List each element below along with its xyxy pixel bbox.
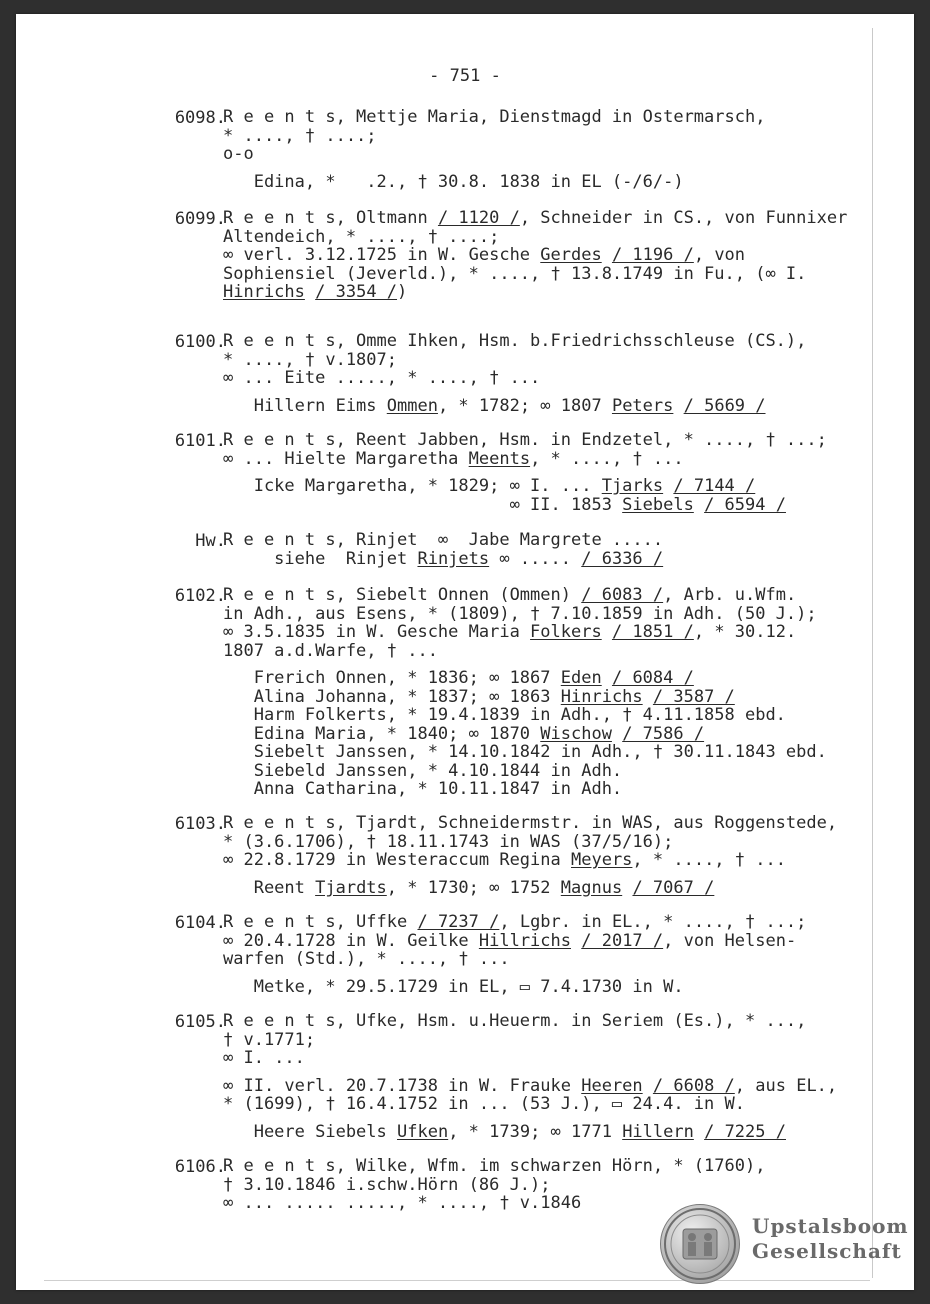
text-segment: Sophiensiel (Jeverld.), * ...., † 13.8.1749 in Fu., (∞ I. (223, 263, 807, 284)
society-name (752, 1214, 909, 1264)
text-segment: , Schneider in CS., von Funnixer (519, 208, 848, 228)
text-segment: , * 1730; ∞ 1752 (386, 877, 561, 898)
entry-line (223, 780, 827, 799)
entry-text (223, 209, 847, 302)
entry-line (223, 127, 765, 146)
text-segment: Harm Folkerts, * 19.4.1839 in Adh., † 4.11.1858 ebd. (223, 705, 786, 725)
text-segment: Heere Siebels (223, 1121, 397, 1142)
underlined-reference: / 5669 / (683, 395, 766, 416)
underlined-reference: Meents (468, 448, 531, 469)
text-segment: R e e n t s, Wilke, Wfm. im schwarzen Hörn, * (1760), (223, 1156, 766, 1176)
entry-line (223, 1123, 837, 1142)
entry-line (223, 531, 663, 550)
underlined-reference: / 7144 / (673, 476, 756, 496)
text-segment (602, 245, 612, 265)
page-bottom-rule (44, 1280, 870, 1281)
text-segment (643, 1076, 653, 1096)
text-segment (622, 878, 632, 898)
entry-line (223, 431, 827, 450)
underlined-reference: Hillern (622, 1121, 694, 1142)
underlined-reference: Heeren (581, 1075, 643, 1096)
entry-line (223, 932, 806, 951)
underlined-reference: / 2017 / (581, 930, 664, 951)
underlined-reference: Peters (611, 395, 674, 416)
text-segment (673, 396, 683, 416)
entry-line (223, 879, 837, 898)
entry-line (223, 1157, 765, 1176)
entry-number: 6098. (174, 108, 226, 128)
text-segment: Icke Margaretha, * 1829; ∞ I. ... (223, 476, 602, 496)
text-segment (571, 931, 581, 951)
entry-number: 6101. (174, 431, 226, 451)
entry-line (223, 814, 837, 833)
text-segment: , aus EL., (734, 1075, 838, 1096)
entry-text (223, 586, 827, 799)
entry-number: Hw. (195, 531, 226, 551)
underlined-reference: Gerdes (540, 245, 602, 265)
underlined-reference: Eden (560, 668, 602, 688)
entry-text (223, 1012, 837, 1141)
text-segment: ∞ II. 1853 (223, 494, 623, 515)
text-segment: * ...., † v.1807; (223, 349, 397, 370)
entry-line (223, 550, 663, 569)
society-name-line2: Gesellschaft (752, 1239, 902, 1263)
text-segment: ) (397, 282, 408, 302)
underlined-reference: Hillrichs (478, 930, 571, 951)
entry-line (223, 1077, 837, 1096)
text-segment: Anna Catharina, * 10.11.1847 in Adh. (223, 779, 623, 799)
text-segment (612, 724, 622, 744)
entry-line (223, 246, 847, 265)
text-segment (694, 1122, 704, 1142)
document-page (16, 14, 914, 1290)
text-segment: Metke, * 29.5.1729 in EL, ▭ 7.4.1730 in W. (223, 976, 684, 997)
text-segment: * (3.6.1706), † 18.11.1743 in WAS (37/5/16); (223, 831, 674, 852)
entry-number: 6102. (174, 586, 226, 606)
entry-number: 6106. (174, 1157, 226, 1177)
entry-line (223, 1031, 837, 1050)
underlined-reference: / 1120 / (437, 208, 520, 228)
entry-line (223, 332, 806, 351)
underlined-reference: Hinrichs (223, 282, 305, 302)
text-segment: Reent (223, 877, 316, 898)
entry-line (223, 496, 827, 515)
entry-line (223, 851, 837, 870)
underlined-reference: / 7225 / (704, 1121, 786, 1142)
text-segment (694, 495, 704, 515)
entry-line (223, 833, 837, 852)
text-segment (663, 476, 673, 496)
text-segment (305, 282, 315, 302)
entry-number: 6100. (174, 332, 226, 352)
entry-line (223, 1095, 837, 1114)
underlined-reference: Rinjets (417, 548, 490, 569)
text-segment: , * ...., † ... (530, 448, 684, 469)
entry-line (223, 145, 765, 164)
underlined-reference: / 7237 / (417, 912, 500, 932)
page-edge-rule (872, 28, 873, 1278)
entry-line (223, 108, 765, 127)
text-segment: R e e n t s, Ufke, Hsm. u.Heuerm. in Seriem (Es.), * ..., (223, 1011, 807, 1031)
text-segment (643, 687, 653, 707)
underlined-reference: / 6594 / (704, 494, 786, 515)
entry-text (223, 108, 765, 191)
text-segment: o-o (223, 144, 254, 164)
entry-line (223, 688, 827, 707)
entry-line (223, 605, 827, 624)
entry-line (223, 209, 847, 228)
text-segment: † v.1771; (223, 1029, 316, 1050)
underlined-reference: Tjardts (315, 877, 387, 898)
text-segment: R e e n t s, Tjardt, Schneidermstr. in WAS, aus Roggenstede, (223, 813, 838, 833)
text-segment: ∞ ... Hielte Margaretha (223, 448, 469, 469)
text-segment: ∞ I. ... (223, 1048, 305, 1068)
text-segment: warfen (Std.), * ...., † ... (223, 949, 510, 969)
text-segment: , Lgbr. in EL., * ...., † ...; (499, 912, 807, 932)
entry-line (223, 397, 806, 416)
text-segment: 1807 a.d.Warfe, † ... (223, 640, 438, 661)
entry-number: 6103. (174, 814, 226, 834)
underlined-reference: / 7067 / (632, 877, 715, 898)
text-segment: ∞ 22.8.1729 in Westeraccum Regina (223, 850, 571, 870)
text-segment: R e e n t s, Reent Jabben, Hsm. in Endzetel, * ...., † ...; (223, 430, 827, 450)
entry-line (223, 265, 847, 284)
text-segment: R e e n t s, Siebelt Onnen (Ommen) (223, 585, 582, 605)
underlined-reference: / 1196 / (611, 245, 694, 265)
seal-icon (660, 1204, 740, 1284)
text-segment: ∞ ..... (489, 548, 582, 569)
text-segment: R e e n t s, Omme Ihken, Hsm. b.Friedrichsschleuse (CS.), (223, 331, 807, 351)
entry-line (223, 283, 847, 302)
text-segment: siehe Rinjet (223, 548, 418, 569)
underlined-reference: / 1851 / (611, 622, 694, 642)
entry-line (223, 669, 827, 688)
underlined-reference: / 3354 / (315, 282, 398, 302)
underlined-reference: Ufken (397, 1121, 449, 1142)
text-segment: Edina, * .2., † 30.8. 1838 in EL (-/6/-) (223, 171, 684, 192)
entry-number: 6105. (174, 1012, 226, 1032)
entry-line (223, 351, 806, 370)
text-segment: Frerich Onnen, * 1836; ∞ 1867 (223, 668, 561, 688)
text-segment: ∞ ... ..... ....., * ...., † v.1846 (223, 1193, 582, 1213)
entry-line (223, 586, 827, 605)
text-segment: ∞ 20.4.1728 in W. Geilke (223, 930, 479, 951)
text-segment: , * 1739; ∞ 1771 (448, 1121, 623, 1142)
entry-line (223, 173, 765, 192)
underlined-reference: / 3587 / (652, 686, 735, 707)
entry-line (223, 1176, 765, 1195)
text-segment: R e e n t s, Oltmann (223, 208, 438, 228)
entry-text (223, 531, 663, 568)
entry-number: 6104. (174, 913, 226, 933)
text-segment: , von Helsen- (663, 930, 797, 951)
underlined-reference: Folkers (530, 622, 602, 642)
underlined-reference: / 6608 / (652, 1075, 735, 1096)
text-segment: ∞ II. verl. 20.7.1738 in W. Frauke (223, 1075, 582, 1096)
text-segment (602, 622, 612, 642)
text-segment: , von (693, 245, 746, 265)
entry-line (223, 743, 827, 762)
text-segment: Siebelt Janssen, * 14.10.1842 in Adh., † 30.11.1843 ebd. (223, 742, 827, 762)
text-segment: * ...., † ....; (223, 125, 377, 146)
entry-line (223, 950, 806, 969)
underlined-reference: Hinrichs (560, 686, 643, 707)
underlined-reference: Siebels (622, 494, 694, 515)
text-segment: ∞ verl. 3.12.1725 in W. Gesche (223, 245, 541, 265)
entry-line (223, 477, 827, 496)
entry-line (223, 725, 827, 744)
entry-number: 6099. (174, 209, 226, 229)
entry-text (223, 332, 806, 415)
entry-line (223, 228, 847, 247)
entry-line (223, 913, 806, 932)
underlined-reference: Meyers (571, 850, 633, 870)
text-segment: * (1699), † 16.4.1752 in ... (53 J.), ▭ 24.4. in W. (223, 1094, 745, 1114)
underlined-reference: Tjarks (601, 476, 664, 496)
text-segment: ∞ ... Eite ....., * ...., † ... (223, 368, 541, 388)
underlined-reference: Magnus (560, 877, 623, 898)
entry-line (223, 762, 827, 781)
entry-line (223, 1012, 837, 1031)
text-segment: in Adh., aus Esens, * (1809), † 7.10.1859 in Adh. (50 J.); (223, 603, 817, 624)
text-segment: R e e n t s, Mettje Maria, Dienstmagd in Ostermarsch, (223, 107, 766, 127)
entry-text (223, 913, 806, 996)
page-number: - 751 - (429, 66, 501, 86)
society-name-line1: Upstalsboom (752, 1214, 909, 1238)
underlined-reference: / 6083 / (581, 585, 664, 605)
text-segment: , Arb. u.Wfm. (663, 585, 797, 605)
underlined-reference: Wischow (540, 723, 612, 744)
text-segment (602, 668, 612, 688)
underlined-reference: Ommen (386, 395, 438, 416)
text-segment: Altendeich, * ...., † ....; (223, 226, 500, 247)
entry-line (223, 978, 806, 997)
text-segment: R e e n t s, Uffke (223, 912, 418, 932)
entry-text (223, 431, 827, 514)
text-segment: Siebeld Janssen, * 4.10.1844 in Adh. (223, 760, 623, 781)
text-segment: , * 30.12. (693, 622, 797, 642)
text-segment: , * 1782; ∞ 1807 (437, 395, 612, 416)
text-segment: Edina Maria, * 1840; ∞ 1870 (223, 723, 541, 744)
text-segment: R e e n t s, Rinjet ∞ Jabe Margrete ..... (223, 530, 664, 550)
underlined-reference: / 7586 / (622, 723, 705, 744)
entry-text (223, 814, 837, 897)
underlined-reference: / 6336 / (581, 548, 664, 569)
text-segment: ∞ 3.5.1835 in W. Gesche Maria (223, 622, 531, 642)
underlined-reference: / 6084 / (611, 668, 694, 688)
entry-line (223, 706, 827, 725)
entry-line (223, 623, 827, 642)
text-segment: , * ...., † ... (632, 850, 786, 870)
entry-line (223, 450, 827, 469)
entry-line (223, 369, 806, 388)
text-segment: † 3.10.1846 i.schw.Hörn (86 J.); (223, 1174, 551, 1195)
entry-line (223, 1049, 837, 1068)
entry-line (223, 642, 827, 661)
text-segment: Alina Johanna, * 1837; ∞ 1863 (223, 686, 561, 707)
text-segment: Hillern Eims (223, 395, 387, 416)
